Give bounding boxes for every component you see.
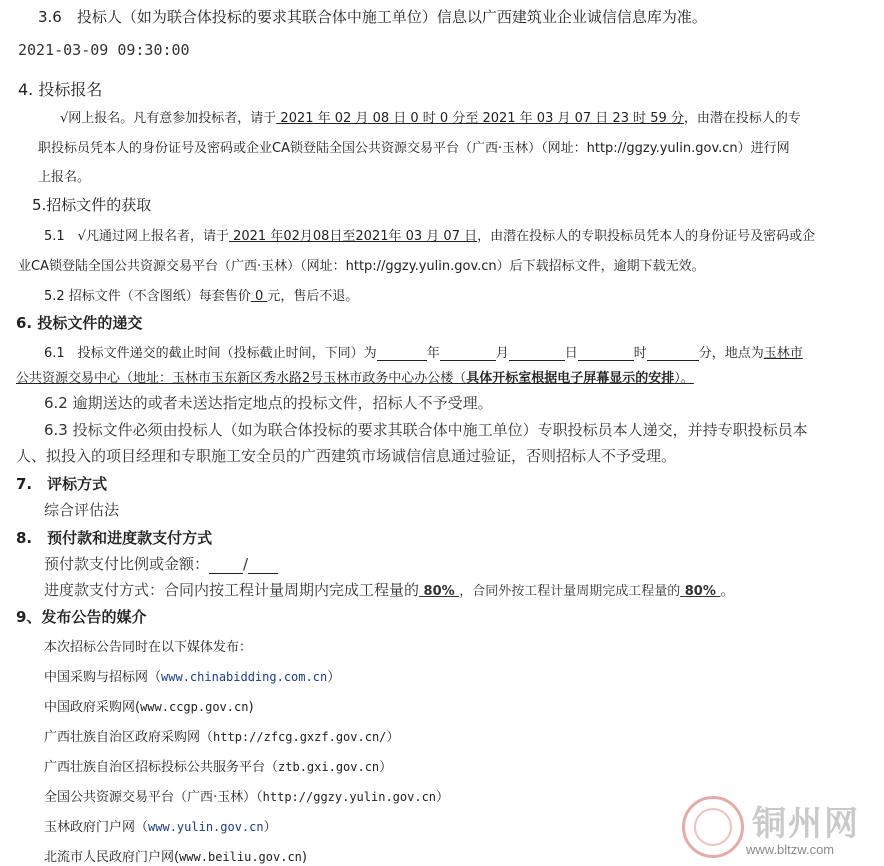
watermark-seal-icon — [682, 796, 744, 858]
clause-6-2: 6.2 逾期送达的或者未送达指定地点的投标文件，招标人不予受理。 — [44, 394, 493, 412]
progress-ratio-out-contract: 80% — [680, 584, 721, 599]
download-period: 2021 年02月08日至2021年 03 月 07 日 — [228, 229, 478, 244]
registration-line-2: 职投标员凭本人的身份证号及密码或企业CA锁登陆全国公共资源交易平台（广西·玉林）（网址：http://ggzy.yulin.gov.cn）进行网 — [38, 141, 790, 156]
clause-5-1-cont: 业CA锁登陆全国公共资源交易平台（广西·玉林）（网址：http://ggzy.yulin.gov.cn）后下载招标文件，逾期下载无效。 — [18, 259, 705, 274]
watermark-brand: 铜州网 — [752, 804, 860, 844]
advance-payment-line: 预付款支付比例或金额： / — [44, 553, 278, 574]
media-item: 全国公共资源交易平台（广西·玉林）（http://ggzy.yulin.gov.cn） — [44, 790, 450, 805]
progress-payment-line: 进度款支付方式：合同内按工程计量周期内完成工程量的 80% ，合同外按工程计量周期完成工程量的 80% 。 — [44, 581, 736, 599]
media-link[interactable]: http://zfcg.gxzf.gov.cn/ — [213, 730, 387, 744]
media-link[interactable]: ztb.gxi.gov.cn — [278, 760, 380, 774]
clause-5-2: 5.2 招标文件（不含图纸）每套售价 0 元，售后不退。 — [44, 289, 359, 304]
media-item: 中国采购与招标网（www.chinabidding.com.cn） — [44, 670, 341, 685]
media-link[interactable]: www.chinabidding.com.cn — [161, 670, 328, 684]
section-9-heading: 9、发布公告的媒介 — [16, 608, 147, 626]
media-link[interactable]: www.beiliu.gov.cn — [179, 850, 302, 864]
section-5-heading: 5.招标文件的获取 — [32, 196, 152, 214]
section-7-heading: 7. 评标方式 — [16, 475, 108, 493]
media-item: 北流市人民政府门户网(www.beiliu.gov.cn) — [44, 850, 307, 865]
media-item: 广西壮族自治区招标投标公共服务平台（ztb.gxi.gov.cn） — [44, 760, 393, 775]
clause-6-1: 6.1 投标文件递交的截止时间（投标截止时间，下同）为 年 月 日 时 分，地点为玉林市 — [44, 346, 803, 361]
publish-datetime: 2021-03-09 09:30:00 — [18, 41, 190, 59]
clause-3-6: 3.6 投标人（如为联合体投标的要求其联合体中施工单位）信息以广西建筑业企业诚信信息库为准。 — [38, 8, 707, 26]
media-item: 中国政府采购网(www.ccgp.gov.cn) — [44, 700, 254, 715]
document-price: 0 — [250, 289, 268, 304]
clause-6-3-cont: 人、拟投入的项目经理和专职施工安全员的广西建筑市场诚信信息通过验证，否则招标人不予受理。 — [16, 447, 677, 465]
media-link[interactable]: www.ccgp.gov.cn — [140, 700, 249, 714]
media-item: 广西壮族自治区政府采购网（http://zfcg.gxzf.gov.cn/） — [44, 730, 400, 745]
registration-line-3: 上报名。 — [38, 170, 91, 185]
site-watermark — [682, 796, 878, 862]
section-4-heading: 4. 投标报名 — [18, 80, 103, 99]
registration-line: √网上报名。凡有意参加投标者，请于 2021 年 02 月 08 日 0 时 0 分至 2021 年 03 月 07 日 23 时 59 分，由潜在投标人的专 — [60, 111, 801, 126]
clause-5-1: 5.1 √凡通过网上报名者，请于 2021 年02月08日至2021年 03 月 07 日，由潜在投标人的专职投标员凭本人的身份证号及密码或企 — [44, 229, 816, 244]
clause-6-1-cont: 公共资源交易中心（地址：玉林市玉东新区秀水路2号玉林市政务中心办公楼（具体开标室根据电子屏幕显示的安排）。 — [16, 371, 694, 386]
media-link[interactable]: http://ggzy.yulin.gov.cn — [262, 790, 437, 804]
media-link[interactable]: www.yulin.gov.cn — [148, 820, 264, 834]
progress-ratio-in-contract: 80% — [419, 584, 460, 599]
advance-payment-value: / — [243, 555, 249, 573]
evaluation-method: 综合评估法 — [44, 501, 120, 519]
media-intro: 本次招标公告同时在以下媒体发布： — [44, 640, 253, 655]
clause-6-3: 6.3 投标文件必须由投标人（如为联合体投标的要求其联合体中施工单位）专职投标员本人递交，并持专职投标员本 — [44, 421, 808, 439]
media-item: 玉林政府门户网（www.yulin.gov.cn） — [44, 820, 277, 835]
section-8-heading: 8. 预付款和进度款支付方式 — [16, 529, 213, 547]
section-6-heading: 6. 投标文件的递交 — [16, 314, 143, 332]
registration-period: 2021 年 02 月 08 日 0 时 0 分至 2021 年 03 月 07 日 23 时 59 分 — [276, 111, 684, 126]
watermark-url: www.bltzw.com — [746, 842, 835, 857]
